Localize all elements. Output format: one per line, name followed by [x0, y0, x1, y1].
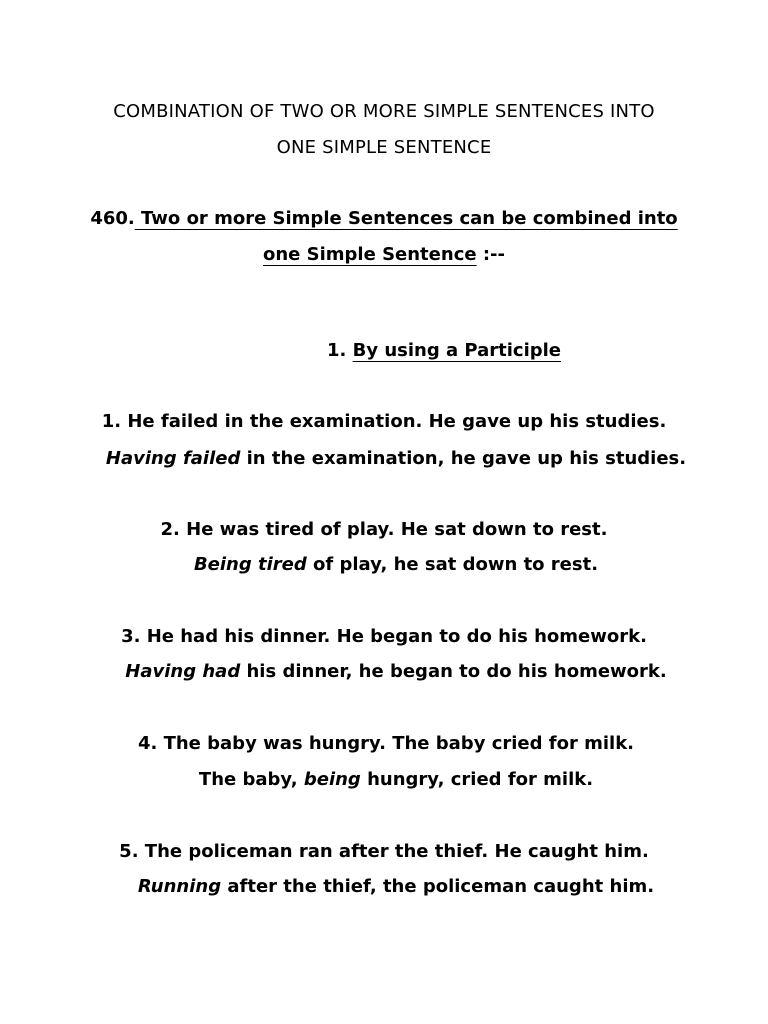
example-3-original: 3. He had his dinner. He began to do his homework. [121, 626, 647, 647]
example-5-combined [12, 875, 768, 899]
example-2-combined [12, 553, 768, 577]
document-title-line-2: ONE SIMPLE SENTENCE [276, 137, 492, 158]
example-2-combined-post: of play, he sat down to rest. [306, 554, 599, 575]
example-4-participle: being [303, 769, 361, 790]
example-3-combined-post: his dinner, he began to do his homework. [240, 661, 667, 682]
example-1-original: 1. He failed in the examination. He gave up his studies. [101, 411, 667, 432]
example-1-combined [12, 447, 768, 471]
example-5-combined-post: after the thief, the policeman caught him. [221, 876, 655, 897]
section-number: 1. [326, 340, 353, 361]
example-5-participle: Running [137, 876, 222, 897]
example-1-combined-post: in the examination, he gave up his studies. [240, 448, 687, 469]
example-5-original: 5. The policeman ran after the thief. He caught him. [119, 841, 649, 862]
example-4-combined-post: hungry, cried for milk. [360, 769, 594, 790]
example-3-combined [12, 660, 768, 684]
example-2-participle: Being tired [193, 554, 307, 575]
rule-heading-line-1 [0, 207, 768, 231]
rule-heading-line-2 [0, 243, 768, 267]
rule-heading-text-2: one Simple Sentence [263, 244, 477, 265]
example-3-participle: Having had [125, 661, 241, 682]
example-4-combined [12, 768, 768, 792]
document-title-line-1: COMBINATION OF TWO OR MORE SIMPLE SENTENCES INTO [113, 101, 655, 122]
rule-heading-text-1: Two or more Simple Sentences can be combined into [134, 208, 678, 229]
rule-heading-suffix: :-- [476, 244, 505, 265]
example-2-original: 2. He was tired of play. He sat down to rest. [160, 519, 608, 540]
section-heading [60, 339, 768, 363]
example-4-original: 4. The baby was hungry. The baby cried for milk. [137, 733, 635, 754]
rule-number: 460. [90, 208, 135, 229]
example-4-combined-pre: The baby, [198, 769, 304, 790]
example-1-participle: Having failed [105, 448, 241, 469]
section-title: By using a Participle [352, 340, 562, 361]
